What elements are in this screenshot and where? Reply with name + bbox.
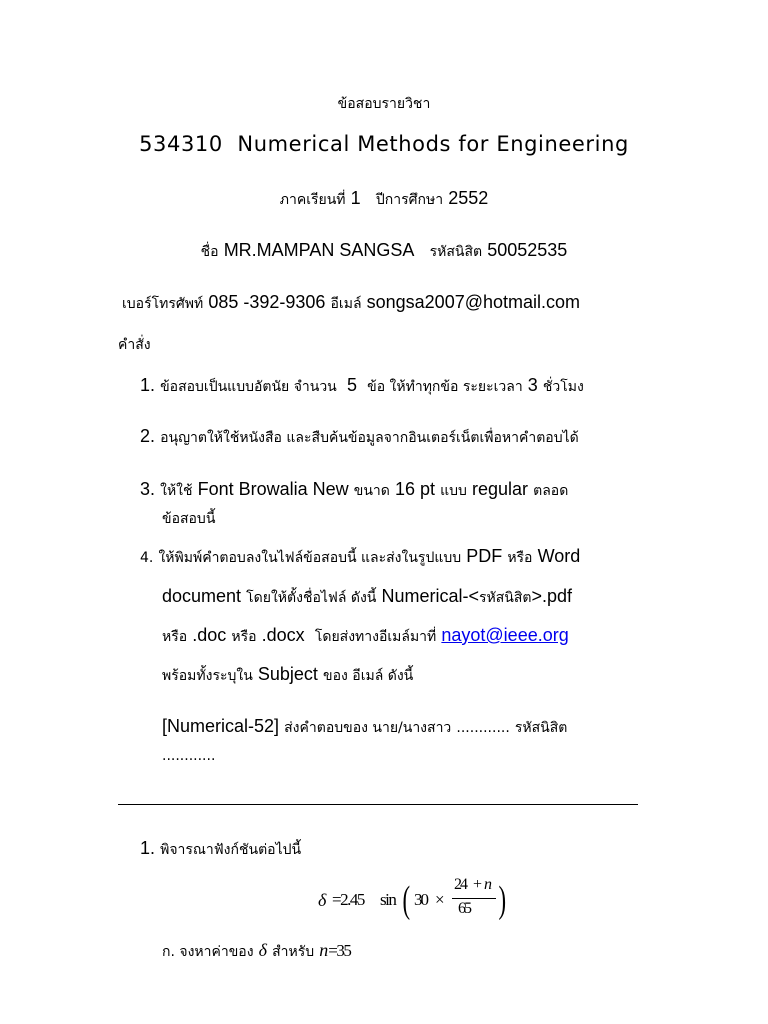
exam-label: ข้อสอบรายวิชา [337, 96, 431, 112]
item-text: ให้ใช้ [160, 483, 193, 499]
filename-id: รหัสนิสิต [478, 590, 532, 606]
question-number: 1. [140, 838, 156, 858]
item-text: ชั่วโมง [542, 379, 584, 395]
phone-number: 085 -392-9306 [208, 292, 326, 312]
instruction-item-4-line3 [162, 625, 569, 648]
formula [318, 876, 518, 920]
course-name: Numerical Methods for Engineering [237, 132, 629, 156]
question-count: 5 [346, 375, 357, 395]
format-docx: .docx [261, 625, 305, 645]
font-style-value: regular [471, 479, 529, 499]
duration-hours: 3 [527, 375, 538, 395]
blank-dots-2: ............ [162, 748, 216, 764]
formula-coef: =2.45 [332, 890, 364, 909]
section-divider [118, 804, 638, 805]
formula-sin: sin [380, 890, 396, 909]
contact-line [122, 292, 580, 315]
instructor-email-link[interactable]: nayot@ieee.org [441, 625, 569, 645]
item-number: 1. [140, 375, 156, 395]
part-a-value: =35 [328, 941, 351, 960]
instruction-item-3-line2: ข้อสอบนี้ [162, 511, 216, 527]
format-word: Word [537, 546, 581, 566]
formula-close-paren: ) [498, 879, 507, 921]
item-number: 3. [140, 479, 156, 499]
part-a-delta: δ [258, 940, 268, 960]
instruction-item-4 [140, 546, 580, 569]
font-name: Font Browalia New [197, 479, 349, 499]
question-1 [140, 838, 301, 861]
formula-numerator-a: 24 [454, 876, 466, 893]
instruction-item-4-line5 [162, 716, 567, 739]
subject-tag: [Numerical-52] [162, 716, 280, 736]
student-id-label: รหัสนิสิต [429, 244, 483, 260]
instruction-item-1 [140, 375, 584, 398]
format-doc: .doc [192, 625, 227, 645]
item-text: แบบ [440, 483, 467, 499]
item-text: ข้อสอบเป็นแบบอัตนัย จำนวน [160, 379, 337, 395]
year-label: ปีการศึกษา [375, 192, 444, 208]
item-text: ให้พิมพ์คำตอบลงในไฟล์ข้อสอบนี้ และส่งในรูปแบบ [158, 550, 462, 566]
item-text: ตลอด [533, 483, 569, 499]
item-text: ขนาด [353, 483, 390, 499]
item-text: โดยให้ตั้งชื่อไฟล์ ดังนี้ [246, 590, 377, 606]
student-id: 50052535 [487, 240, 568, 260]
instruction-item-4-line4 [162, 664, 413, 687]
format-document: document [162, 586, 242, 606]
subject-word: Subject [257, 664, 318, 684]
instruction-item-3 [140, 479, 568, 502]
format-pdf: PDF [466, 546, 503, 566]
term-line [0, 188, 768, 211]
item-text: ของ อีเมล์ ดังนี้ [323, 668, 414, 684]
filename-prefix: Numerical-< [381, 586, 479, 606]
formula-times: × [435, 890, 445, 909]
question-1-part-a [162, 940, 350, 963]
part-a-label: ก. จงหาค่าของ [162, 944, 254, 960]
item-text: รหัสนิสิต [514, 720, 568, 736]
term-value: 1 [350, 188, 361, 208]
item-text: ข้อ ให้ทำทุกข้อ ระยะเวลา [367, 379, 523, 395]
formula-arg: 30 [414, 890, 427, 909]
term-label: ภาคเรียนที่ [279, 192, 346, 208]
formula-fraction-bar [452, 898, 496, 899]
formula-delta: δ [318, 890, 327, 910]
instructions-heading: คำสั่ง [118, 337, 151, 353]
item-number: 4. [140, 550, 154, 566]
part-a-for: สำหรับ [272, 944, 315, 960]
course-title [0, 132, 768, 156]
item-text: หรือ [231, 629, 257, 645]
phone-label: เบอร์โทรศัพท์ [122, 296, 204, 312]
item-number: 2. [140, 426, 156, 446]
item-text: อนุญาตให้ใช้หนังสือ และสืบค้นข้อมูลจากอินเตอร์เน็ตเพื่อหาคำตอบได้ [160, 430, 579, 446]
question-text: พิจารณาฟังก์ชันต่อไปนี้ [160, 842, 302, 858]
name-label: ชื่อ [200, 244, 219, 260]
course-code: 534310 [139, 132, 223, 156]
student-line [0, 240, 768, 263]
item-text: โดยส่งทางอีเมล์มาที่ [314, 629, 437, 645]
year-value: 2552 [448, 188, 489, 208]
instruction-item-4-line2 [162, 586, 572, 609]
blank-dots: ............ [456, 720, 510, 736]
formula-denominator: 65 [458, 900, 470, 917]
email-label: อีเมล์ [330, 296, 362, 312]
student-name: MR.MAMPAN SANGSA [223, 240, 415, 260]
instruction-item-2 [140, 426, 579, 449]
font-size-value: 16 pt [394, 479, 435, 499]
item-text: พร้อมทั้งระบุใน [162, 668, 253, 684]
part-a-var: n [319, 940, 329, 960]
item-text: หรือ [507, 550, 533, 566]
formula-numerator-n: n [484, 876, 492, 893]
filename-suffix: >.pdf [531, 586, 573, 606]
formula-numerator-plus: + [473, 876, 483, 893]
formula-open-paren: ( [402, 879, 411, 921]
item-text: หรือ [162, 629, 188, 645]
item-text: ส่งคำตอบของ นาย/นางสาว [284, 720, 452, 736]
email-address: songsa2007@hotmail.com [366, 292, 581, 312]
